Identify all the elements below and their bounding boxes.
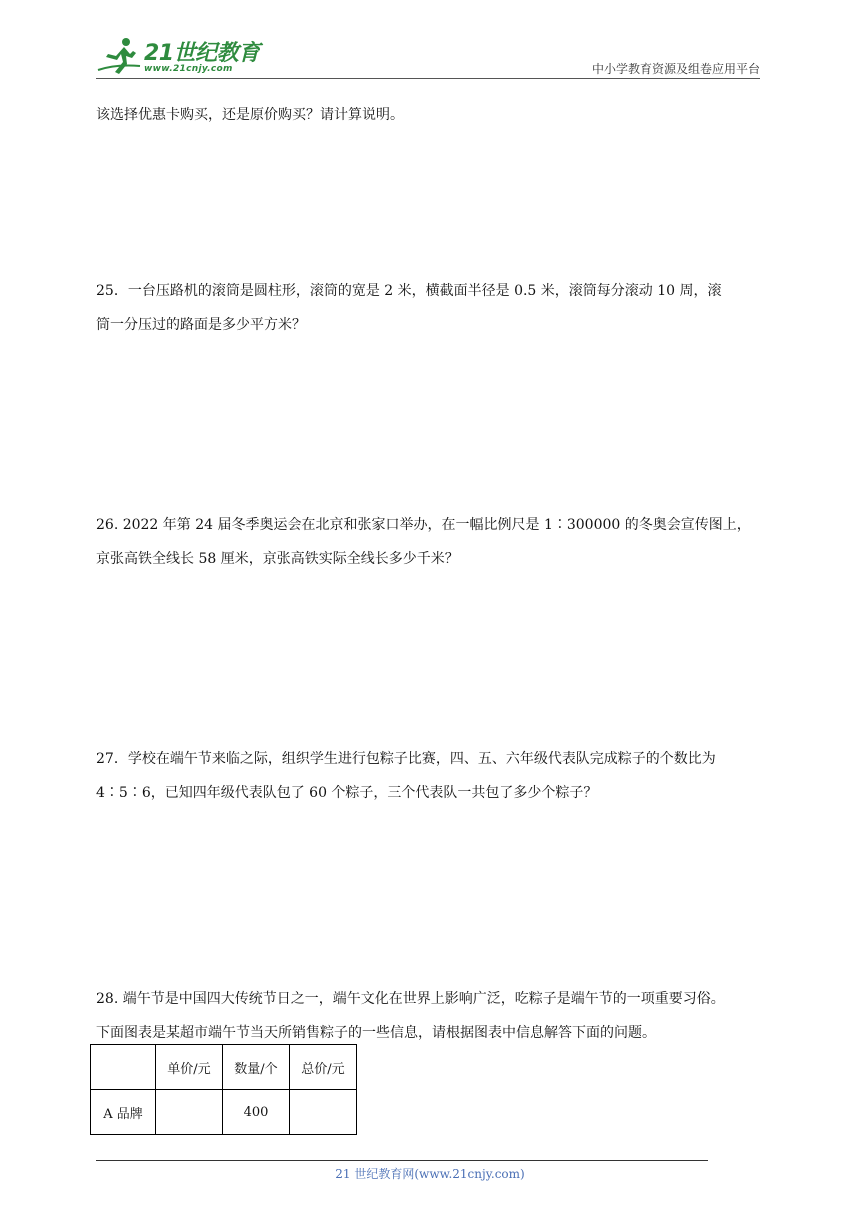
table-header-cell <box>91 1045 156 1090</box>
table-cell <box>156 1090 223 1135</box>
q25-line-2: 筒一分压过的路面是多少平方米？ <box>96 317 306 333</box>
table-cell <box>290 1090 357 1135</box>
q27-line-2: 4∶5∶6，已知四年级代表队包了 60 个粽子，三个代表队一共包了多少个粽子？ <box>96 785 598 801</box>
logo-url: www.21cnjy.com <box>144 64 233 74</box>
table-header-cell: 单价/元 <box>156 1045 223 1090</box>
q24-text: 该选择优惠卡购买，还是原价购买？请计算说明。 <box>96 107 404 123</box>
page-header <box>96 34 760 80</box>
question-28 <box>96 982 764 1050</box>
table-row <box>91 1090 357 1135</box>
question-27 <box>96 742 764 810</box>
table-header-cell: 总价/元 <box>290 1045 357 1090</box>
question-25 <box>96 274 764 342</box>
q26-line-1: 26. 2022 年第 24 届冬季奥运会在北京和张家口举办，在一幅比例尺是 1∶300000 的冬奥会宣传图上， <box>96 517 751 533</box>
platform-name: 中小学教育资源及组卷应用平台 <box>591 62 760 76</box>
footer-divider <box>96 1160 708 1161</box>
table-header-row <box>91 1045 357 1090</box>
q28-line-2: 下面图表是某超市端午节当天所销售粽子的一些信息，请根据图表中信息解答下面的问题。 <box>96 1025 656 1041</box>
logo <box>96 34 266 80</box>
table-cell: 400 <box>223 1090 290 1135</box>
runner-logo-icon <box>96 36 144 76</box>
question-24-tail <box>96 105 764 125</box>
q28-line-1: 28. 端午节是中国四大传统节日之一，端午文化在世界上影响广泛，吃粽子是端午节的一项重要习俗。 <box>96 991 725 1007</box>
footer-text[interactable]: 21 世纪教育网(www.21cnjy.com) <box>335 1167 525 1181</box>
table-cell: A 品牌 <box>91 1090 156 1135</box>
header-divider <box>96 78 760 79</box>
logo-text: 21世纪教育 <box>144 41 260 66</box>
q25-line-1: 25．一台压路机的滚筒是圆柱形，滚筒的宽是 2 米，横截面半径是 0.5 米，滚筒每分滚动 10 周，滚 <box>96 283 722 299</box>
table-header-cell: 数量/个 <box>223 1045 290 1090</box>
q27-line-1: 27．学校在端午节来临之际，组织学生进行包粽子比赛，四、五、六年级代表队完成粽子的个数比为 <box>96 751 716 767</box>
question-26 <box>96 508 764 576</box>
zongzi-sales-table <box>90 1044 357 1135</box>
q26-line-2: 京张高铁全线长 58 厘米，京张高铁实际全线长多少千米？ <box>96 551 459 567</box>
